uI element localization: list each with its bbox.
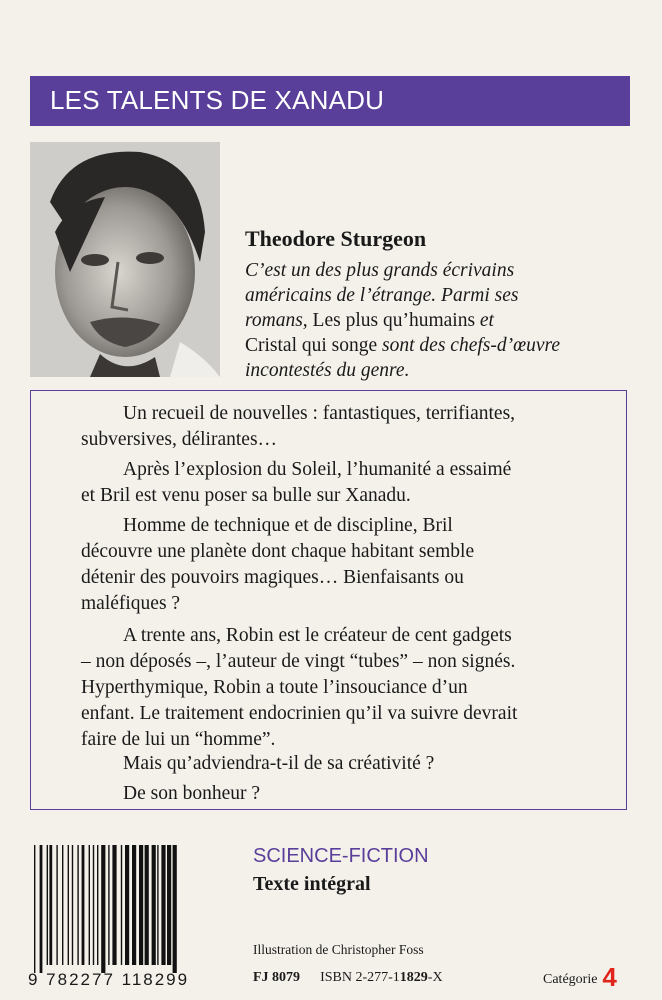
summary-line: A trente ans, Robin est le créateur de cent gadgets <box>123 625 512 646</box>
summary-paragraph-1 <box>81 401 611 453</box>
barcode-bar <box>56 845 57 965</box>
book-title-ref: Les plus qu’humains <box>307 310 480 331</box>
summary-line: Homme de technique et de discipline, Bril <box>123 515 453 536</box>
barcode-bar <box>47 845 48 965</box>
illustration-credit: Illustration de Christopher Foss <box>253 942 424 957</box>
author-description <box>245 258 635 383</box>
summary-line: subversives, délirantes… <box>81 429 278 450</box>
summary-box <box>30 390 627 810</box>
isbn-suffix: -X <box>427 970 443 985</box>
author-desc-line: sont des chefs-d’œuvre <box>382 335 561 356</box>
barcode-bar <box>49 845 52 965</box>
barcode-bar <box>72 845 73 965</box>
barcode-bar <box>132 845 136 965</box>
title-banner <box>30 76 630 126</box>
author-name: Theodore Sturgeon <box>245 226 427 251</box>
summary-paragraph-4 <box>81 623 611 753</box>
summary-line: détenir des pouvoirs magiques… Bienfaisants ou <box>81 567 464 588</box>
barcode-bar <box>34 845 35 973</box>
barcode-bar <box>93 845 94 965</box>
barcode-bar <box>161 845 165 965</box>
author-block <box>245 226 635 383</box>
book-title: LES TALENTS DE XANADU <box>50 85 385 115</box>
publisher-codes <box>253 970 443 986</box>
author-desc-line: C’est un des plus grands écrivains <box>245 260 515 281</box>
isbn-prefix: ISBN 2-277-1 <box>320 970 400 985</box>
category-label: Catégorie <box>543 972 598 987</box>
barcode-bar <box>108 845 109 965</box>
fj-code: FJ 8079 <box>253 970 301 985</box>
barcode-bar <box>97 845 98 965</box>
barcode-bar <box>62 845 63 965</box>
barcode-bar <box>121 845 122 965</box>
barcode <box>30 845 235 973</box>
category <box>543 962 617 993</box>
barcode-bar <box>173 845 177 973</box>
barcode-bar <box>101 845 105 973</box>
author-desc-line: américains de l’étrange. Parmi ses <box>245 285 519 306</box>
barcode-bar <box>125 845 129 965</box>
barcode-bar <box>112 845 116 965</box>
author-desc-line: incontestés du genre. <box>245 360 410 381</box>
barcode-bar <box>139 845 143 965</box>
summary-paragraph-2 <box>81 457 611 509</box>
category-number: 4 <box>602 962 617 992</box>
summary-line: Un recueil de nouvelles : fantastiques, terrifiantes, <box>123 403 516 424</box>
barcode-bar <box>157 845 158 965</box>
summary-paragraph-3 <box>81 513 611 617</box>
summary-line: – non déposés –, l’auteur de vingt “tubes” – non signés. <box>81 651 516 672</box>
edition-label: Texte intégral <box>253 873 371 895</box>
isbn-bold-part: 1829 <box>399 970 428 985</box>
barcode-bar <box>82 845 85 965</box>
author-desc-line: romans, <box>245 310 308 331</box>
summary-line: découvre une planète dont chaque habitant semble <box>81 541 475 562</box>
barcode-bar <box>77 845 78 965</box>
barcode-digits: 9 782277 118299 <box>28 970 190 989</box>
summary-paragraph-5 <box>81 751 611 777</box>
genre-label: SCIENCE-FICTION <box>253 845 429 867</box>
barcode-bar <box>40 845 43 973</box>
summary-line: enfant. Le traitement endocrinien qu’il va suivre devrait <box>81 703 518 724</box>
book-title-ref: Cristal qui songe <box>245 335 383 356</box>
summary-line: De son bonheur ? <box>123 783 261 804</box>
barcode-bar <box>68 845 69 965</box>
summary-line: Mais qu’adviendra-t-il de sa créativité ? <box>123 753 435 774</box>
summary-line: maléfiques ? <box>81 593 181 614</box>
summary-line: et Bril est venu poser sa bulle sur Xanadu. <box>81 485 411 506</box>
barcode-bar <box>167 845 171 965</box>
summary-paragraph-6 <box>81 781 611 807</box>
barcode-bar <box>89 845 90 965</box>
summary-line: Après l’explosion du Soleil, l’humanité a essaimé <box>123 459 512 480</box>
barcode-bar <box>145 845 149 965</box>
author-photo <box>30 142 220 377</box>
barcode-bar <box>152 845 156 965</box>
author-desc-line: et <box>479 310 494 331</box>
summary-line: faire de lui un “homme”. <box>81 729 276 750</box>
summary-line: Hyperthymique, Robin a toute l’insouciance d’un <box>81 677 468 698</box>
